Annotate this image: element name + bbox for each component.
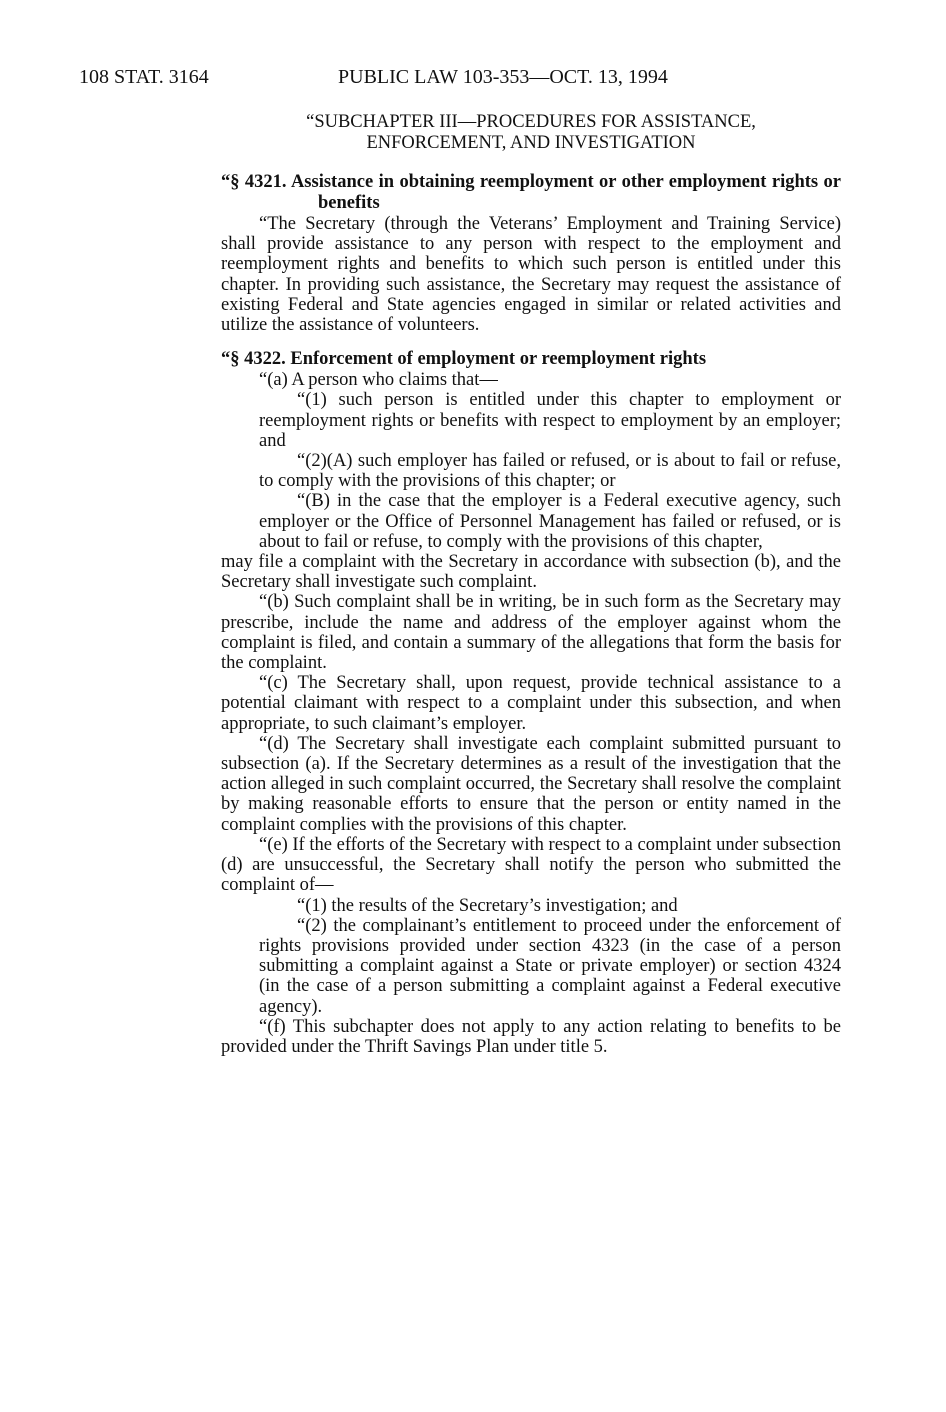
paragraph-e2: “(2) the complainant’s entitlement to proceed under the enforcement of rights provisions provided under section 4323 (in the case of a person submitting a complaint against a State or private employer) or section 4324 (in the case of a person submitting a complaint against a Federal executive agency). [259, 915, 841, 1017]
subsection-a-close: may file a complaint with the Secretary in accordance with subsection (b), and the Secretary shall investigate such complaint. [221, 552, 841, 593]
paragraph-a1: “(1) such person is entitled under this chapter to employment or reemployment rights or benefits with respect to employment by an employer; and [259, 390, 841, 451]
subsection-d: “(d) The Secretary shall investigate each complaint submitted pursuant to subsection (a). If the Secretary determines as a result of the investigation that the action alleged in such complaint occurred, the Secretary shall resolve the complaint by making reasonable efforts to ensure that the person or entity named in the complaint complies with the provisions of this chapter. [221, 733, 841, 835]
subsection-a-intro: “(a) A person who claims that— [259, 370, 498, 391]
section-4321-heading: “§ 4321. Assistance in obtaining reemployment or other employment rights or benefits [221, 172, 841, 213]
subchapter-title-line1: “SUBCHAPTER III—PROCEDURES FOR ASSISTANCE, [306, 112, 756, 132]
subsection-b: “(b) Such complaint shall be in writing, be in such form as the Secretary may prescribe, include the name and address of the employer against whom the complaint is filed, and contain a summary of the allegations that form the basis for the complaint. [221, 592, 841, 674]
subsection-f: “(f) This subchapter does not apply to any action relating to benefits to be provided under the Thrift Savings Plan under title 5. [221, 1016, 841, 1057]
subsection-e: “(e) If the efforts of the Secretary with respect to a complaint under subsection (d) are unsuccessful, the Secretary shall notify the person who submitted the complaint of— [221, 834, 841, 896]
section-4322-heading: “§ 4322. Enforcement of employment or reemployment rights [221, 349, 707, 370]
subsection-c: “(c) The Secretary shall, upon request, provide technical assistance to a potential claimant with respect to a complaint under this subsection, and when appropriate, to such claimant’s employer. [221, 673, 841, 734]
stat-citation: 108 STAT. 3164 [79, 66, 209, 88]
public-law-header: PUBLIC LAW 103-353—OCT. 13, 1994 [338, 66, 668, 88]
paragraph-e1: “(1) the results of the Secretary’s investigation; and [297, 895, 678, 916]
statute-text [221, 112, 841, 1057]
subchapter-title [221, 112, 841, 154]
paragraph-a2B: “(B) in the case that the employer is a Federal executive agency, such employer or the Office of Personnel Management has failed or refused, or is about to fail or refuse, to comply with the provisions of this chapter, [259, 491, 841, 552]
paragraph-a2A: “(2)(A) such employer has failed or refused, or is about to fail or refuse, to comply with the provisions of this chapter; or [259, 451, 841, 492]
subchapter-title-line2: ENFORCEMENT, AND INVESTIGATION [366, 133, 696, 153]
section-4321-text: “The Secretary (through the Veterans’ Employment and Training Service) shall provide assistance to any person with respect to the employment and reemployment rights and benefits to which such person is entitled under this chapter. In providing such assistance, the Secretary may request the assistance of existing Federal and State agencies engaged in similar or related activities and utilize the assistance of volunteers. [221, 214, 841, 336]
